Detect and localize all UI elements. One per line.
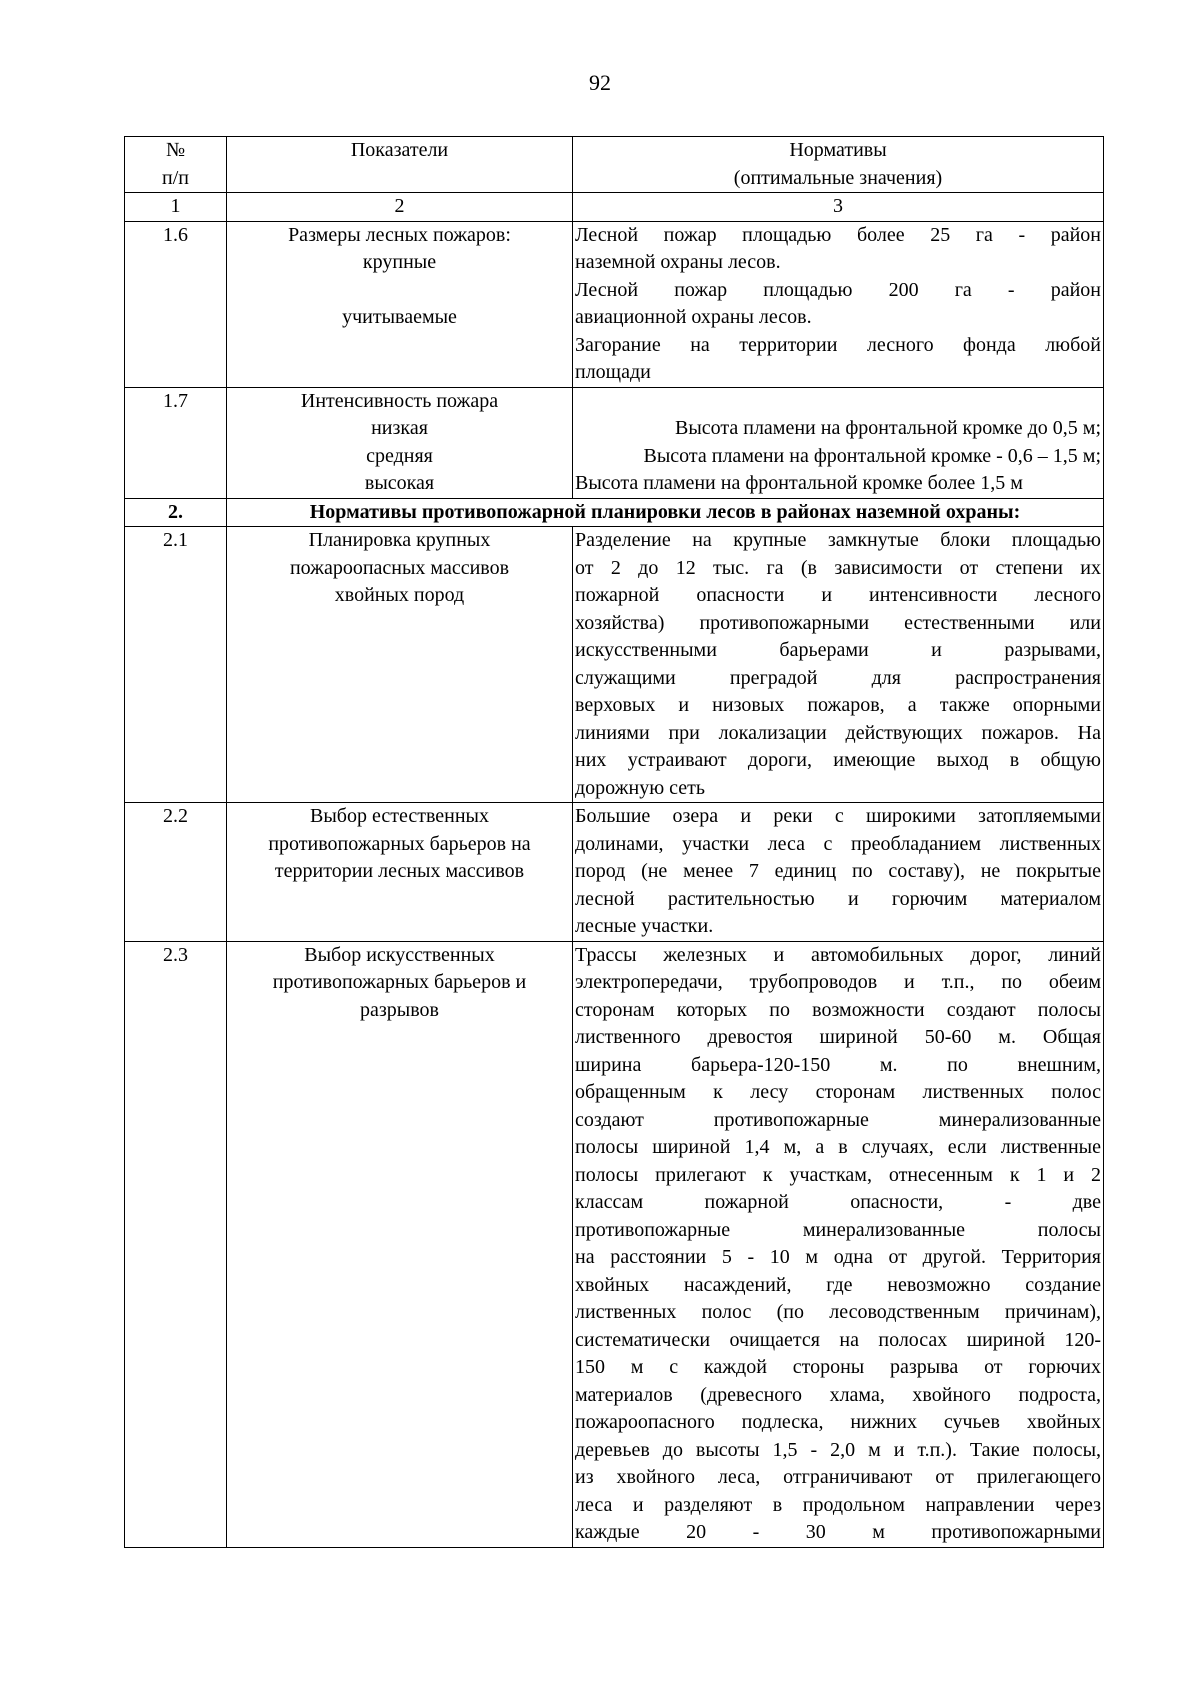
norm-line: сторонам которых по возможности создают полосы (575, 998, 1101, 1021)
norm-line: на расстоянии 5 - 10 м одна от другой. Территория (575, 1246, 1101, 1268)
norm-line: лесные участки. (575, 915, 714, 937)
norm-line: площади (575, 361, 651, 383)
row-number: 2.3 (125, 941, 227, 1547)
row-indicator (227, 221, 573, 387)
norm-line: 150 м с каждой стороны разрыва от горючих (575, 1356, 1101, 1378)
indicator-line: Планировка крупных (308, 529, 491, 551)
norm-line: Разделение на крупные замкнутые блоки площадью (575, 529, 1101, 551)
row-norm (573, 221, 1104, 387)
row-norm (573, 387, 1104, 498)
indicator-line: территории лесных массивов (274, 860, 525, 882)
norm-line: из хвойного леса, отграничивают от прилегающего (575, 1466, 1101, 1488)
norm-line: систематически очищается на полосах шириной 120- (575, 1328, 1101, 1351)
indicator-line: Размеры лесных пожаров: (288, 223, 511, 246)
norm-line: Высота пламени на фронтальной кромке - 0,6 – 1,5 м; (643, 444, 1101, 467)
row-indicator (227, 941, 573, 1547)
spacer (575, 388, 1101, 416)
indicator-line: высокая (364, 472, 435, 494)
table-row (125, 527, 1104, 803)
norm-line: хозяйства) противопожарными естественными или (575, 611, 1101, 634)
norm-line: полосы прилегают к участкам, отнесенным к 1 и 2 (575, 1163, 1101, 1186)
header-num-cell (125, 137, 227, 193)
section-title: Нормативы противопожарной планировки лесов в районах наземной охраны: (227, 498, 1104, 527)
header-indicators-cell (227, 137, 573, 193)
indicator-line: Интенсивность пожара (300, 389, 499, 412)
norm-line: леса и разделяют в продольном направлении через (575, 1493, 1101, 1516)
section-number: 2. (125, 498, 227, 527)
row-number: 1.7 (125, 387, 227, 498)
norm-line: пожароопасного подлеска, нижних сучьев хвойных (575, 1411, 1101, 1433)
table-header-row (125, 137, 1104, 193)
norm-line: Лесной пожар площадью более 25 га - район (575, 223, 1101, 246)
table-row (125, 221, 1104, 387)
norm-line: Большие озера и реки с широкими затопляемыми (575, 805, 1101, 827)
norm-line: электропередачи, трубопроводов и т.п., по обеим (575, 971, 1101, 993)
norm-line: линиями при локализации действующих пожаров. На (575, 721, 1101, 744)
norm-line: лесной растительностью и горючим материалом (575, 887, 1101, 910)
norm-line: Загорание на территории лесного фонда любой (575, 333, 1101, 356)
norm-line: служащими преградой для распространения (575, 666, 1101, 689)
norm-line: Высота пламени на фронтальной кромке более 1,5 м (575, 472, 1023, 494)
norm-line: искусственными барьерами и разрывами, (575, 639, 1101, 661)
norm-line: создают противопожарные минерализованные (575, 1108, 1101, 1131)
header-num-line: п/п (162, 166, 189, 189)
indicator-line: средняя (366, 444, 433, 467)
column-number-2: 2 (227, 193, 573, 222)
norm-line: лиственных полос (по лесоводственным причинам), (575, 1301, 1101, 1323)
row-norm (573, 527, 1104, 803)
indicator-line: Выбор естественных (310, 805, 489, 827)
header-norms-cell (573, 137, 1104, 193)
norm-line: них устраивают дороги, имеющие выход в общую (575, 749, 1101, 771)
section-row (125, 498, 1104, 527)
norm-line: Высота пламени на фронтальной кромке до 0,5 м; (674, 417, 1101, 439)
row-number: 2.1 (125, 527, 227, 803)
page-number: 92 (589, 70, 611, 95)
norm-line: классам пожарной опасности, - две (575, 1191, 1101, 1213)
row-indicator (227, 527, 573, 803)
norm-line: хвойных насаждений, где невозможно создание (575, 1273, 1101, 1296)
norm-line: противопожарные минерализованные полосы (575, 1218, 1101, 1241)
header-norms-line: Нормативы (789, 139, 887, 161)
spacer (229, 277, 570, 305)
norm-line: авиационной охраны лесов. (575, 306, 812, 328)
row-norm (573, 803, 1104, 942)
table-row (125, 941, 1104, 1547)
norm-line: материалов (древесного хлама, хвойного подроста, (575, 1383, 1101, 1406)
norm-line: наземной охраны лесов. (575, 251, 781, 273)
column-number-1: 1 (125, 193, 227, 222)
column-number-row (125, 193, 1104, 222)
row-indicator (227, 803, 573, 942)
indicator-line: разрывов (360, 998, 439, 1021)
norm-line: ширина барьера-120-150 м. по внешним, (575, 1053, 1101, 1076)
norms-table (124, 136, 1104, 1548)
row-indicator (227, 387, 573, 498)
indicator-line: низкая (371, 417, 428, 439)
row-number: 1.6 (125, 221, 227, 387)
indicator-line: противопожарных барьеров на (268, 832, 531, 855)
indicator-line: крупные (362, 251, 437, 273)
norm-line: верховых и низовых пожаров, а также опорными (575, 694, 1101, 716)
column-number-3: 3 (573, 193, 1104, 222)
norm-line: обращенным к лесу сторонам лиственных полос (575, 1081, 1101, 1103)
indicator-line: учитываемые (342, 306, 457, 328)
header-norms-line: (оптимальные значения) (733, 166, 943, 189)
norm-line: дорожную сеть (575, 776, 705, 799)
norm-line: долинами, участки леса с преобладанием лиственных (575, 832, 1101, 855)
norm-line: пожарной опасности и интенсивности лесного (575, 584, 1101, 606)
table-row (125, 803, 1104, 942)
norm-line: каждые 20 - 30 м противопожарными (575, 1521, 1101, 1543)
norm-line: Лесной пожар площадью 200 га - район (575, 278, 1101, 301)
header-num-line: № (165, 139, 186, 161)
norm-line: лиственного древостоя шириной 50-60 м. Общая (575, 1026, 1101, 1048)
norm-line: деревьев до высоты 1,5 - 2,0 м и т.п.). Такие полосы, (575, 1438, 1101, 1461)
row-norm (573, 941, 1104, 1547)
indicator-line: хвойных пород (334, 584, 465, 606)
indicator-line: Выбор искусственных (304, 943, 495, 966)
row-number: 2.2 (125, 803, 227, 942)
indicator-line: пожароопасных массивов (289, 556, 510, 579)
indicator-line: противопожарных барьеров и (272, 971, 527, 993)
norm-line: полосы шириной 1,4 м, а в случаях, если лиственные (575, 1136, 1101, 1158)
table-row (125, 387, 1104, 498)
norm-line: пород (не менее 7 единиц по составу), не покрытые (575, 860, 1101, 882)
norm-line: Трассы железных и автомобильных дорог, линий (575, 943, 1101, 966)
header-indicators: Показатели (350, 139, 449, 161)
norm-line: от 2 до 12 тыс. га (в зависимости от степени их (575, 556, 1101, 579)
